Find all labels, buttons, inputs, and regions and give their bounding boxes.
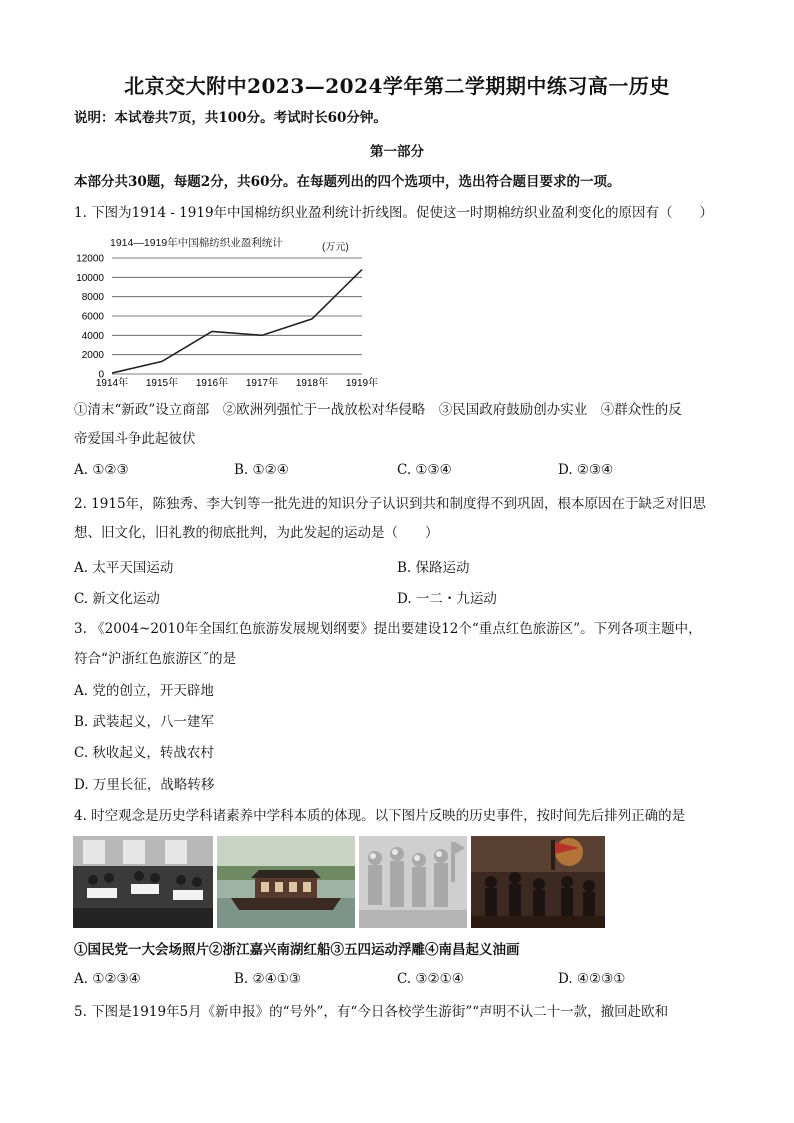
q4-options	[74, 971, 734, 991]
chart-x-tick-label: 1915年	[145, 378, 179, 389]
chart-y-ticks	[76, 254, 104, 381]
q4-captions: ①国民党一大会场照片②浙江嘉兴南湖红船③五四运动浮雕④南昌起义油画	[74, 942, 520, 958]
chart-x-tick-label: 1919年	[345, 378, 379, 389]
q2-options-row2	[74, 587, 734, 607]
q3-stem-line2: 符合“沪浙红色旅游区˝的是	[74, 651, 237, 667]
chart-y-tick-label: 4000	[81, 330, 104, 342]
profit-line-chart	[70, 232, 379, 392]
chart-y-tick-label: 12000	[76, 253, 104, 265]
chart-y-tick-label: 10000	[76, 272, 104, 284]
q3-option-b[interactable]: B. 武装起义，八一建军	[74, 714, 215, 730]
q4-stem: 4. 时空观念是历史学科诸素养中学科本质的体现。以下图片反映的历史事件，按时间先后排列正确的是	[74, 808, 686, 824]
q1-items-line1: ①清末“新政”设立商部 ②欧洲列强忙于一战放松对华侵略 ③民国政府鼓励创办实业 ④群众性的反	[74, 402, 682, 418]
chart-unit: (万元)	[322, 242, 349, 253]
q3-option-a[interactable]: A. 党的创立，开天辟地	[74, 683, 214, 699]
chart-y-tick-label: 2000	[81, 350, 104, 362]
q2-option-c[interactable]: C. 新文化运动	[74, 591, 160, 607]
q4-photo-strip	[73, 836, 605, 928]
chart-x-tick-label: 1918年	[295, 378, 329, 389]
q2-option-a[interactable]: A. 太平天国运动	[74, 560, 174, 576]
q1-stem: 1. 下图为1914 - 1919年中国棉纺织业盈利统计折线图。促使这一时期棉纺织业盈利变化的原因有（ ）	[74, 205, 714, 221]
exam-note: 说明：本试卷共7页，共100分。考试时长60分钟。	[74, 110, 387, 126]
profit-series-line	[112, 270, 362, 373]
chart-x-tick-label: 1917年	[245, 378, 279, 389]
part-heading: 第一部分	[370, 144, 424, 160]
q2-stem-line2: 想、旧文化，旧礼教的彻底批判，为此发起的运动是（ ）	[74, 525, 439, 541]
chart-y-tick-label: 8000	[81, 292, 104, 304]
q1-option-d[interactable]: D. ②③④	[558, 462, 614, 478]
relief-photo	[359, 836, 467, 928]
q5-stem: 5. 下图是1919年5月《新申报》的“号外”，有“今日各校学生游街”“声明不认二十一款，撤回赴欧和	[74, 1004, 669, 1020]
hall-photo	[73, 836, 213, 928]
q2-option-d[interactable]: D. 一二・九运动	[397, 591, 497, 607]
red-boat-photo	[217, 836, 355, 928]
q2-stem-line1: 2. 1915年，陈独秀、李大钊等一批先进的知识分子认识到共和制度得不到巩固，根本原因在于缺乏对旧思	[74, 496, 707, 512]
painting-photo	[471, 836, 605, 928]
q4-option-c[interactable]: C. ③②①④	[397, 971, 464, 987]
chart-title: 1914—1919年中国棉纺织业盈利统计	[110, 237, 283, 249]
chart-x-tick-label: 1916年	[195, 378, 229, 389]
q1-items-line2: 帝爱国斗争此起彼伏	[74, 431, 196, 447]
q4-option-a[interactable]: A. ①②③④	[74, 971, 141, 987]
q1-option-a[interactable]: A. ①②③	[74, 462, 129, 478]
q3-stem-line1: 3. 《2004~2010年全国红色旅游发展规划纲要》提出要建设12个“重点红色旅游区”。下列各项主题中，	[74, 621, 702, 637]
q4-option-b[interactable]: B. ②④①③	[234, 971, 301, 987]
chart-y-tick-label: 6000	[81, 311, 104, 323]
q3-option-d[interactable]: D. 万里长征，战略转移	[74, 777, 215, 793]
q4-option-d[interactable]: D. ④②③①	[558, 971, 626, 987]
chart-grid	[112, 258, 362, 374]
q3-option-c[interactable]: C. 秋收起义，转战农村	[74, 745, 214, 761]
q1-option-c[interactable]: C. ①③④	[397, 462, 452, 478]
chart-y-tick-label: 0	[98, 369, 104, 381]
q2-options-row1	[74, 556, 734, 576]
part-instructions: 本部分共30题，每题2分，共60分。在每题列出的四个选项中，选出符合题目要求的一项。	[74, 174, 621, 190]
page-title: 北京交大附中2023—2024学年第二学期期中练习高一历史	[124, 74, 670, 98]
chart-x-ticks	[96, 376, 378, 389]
chart-x-tick-label: 1914年	[95, 378, 129, 389]
q1-option-b[interactable]: B. ①②④	[234, 462, 289, 478]
q2-option-b[interactable]: B. 保路运动	[397, 560, 470, 576]
q1-options	[74, 462, 734, 482]
